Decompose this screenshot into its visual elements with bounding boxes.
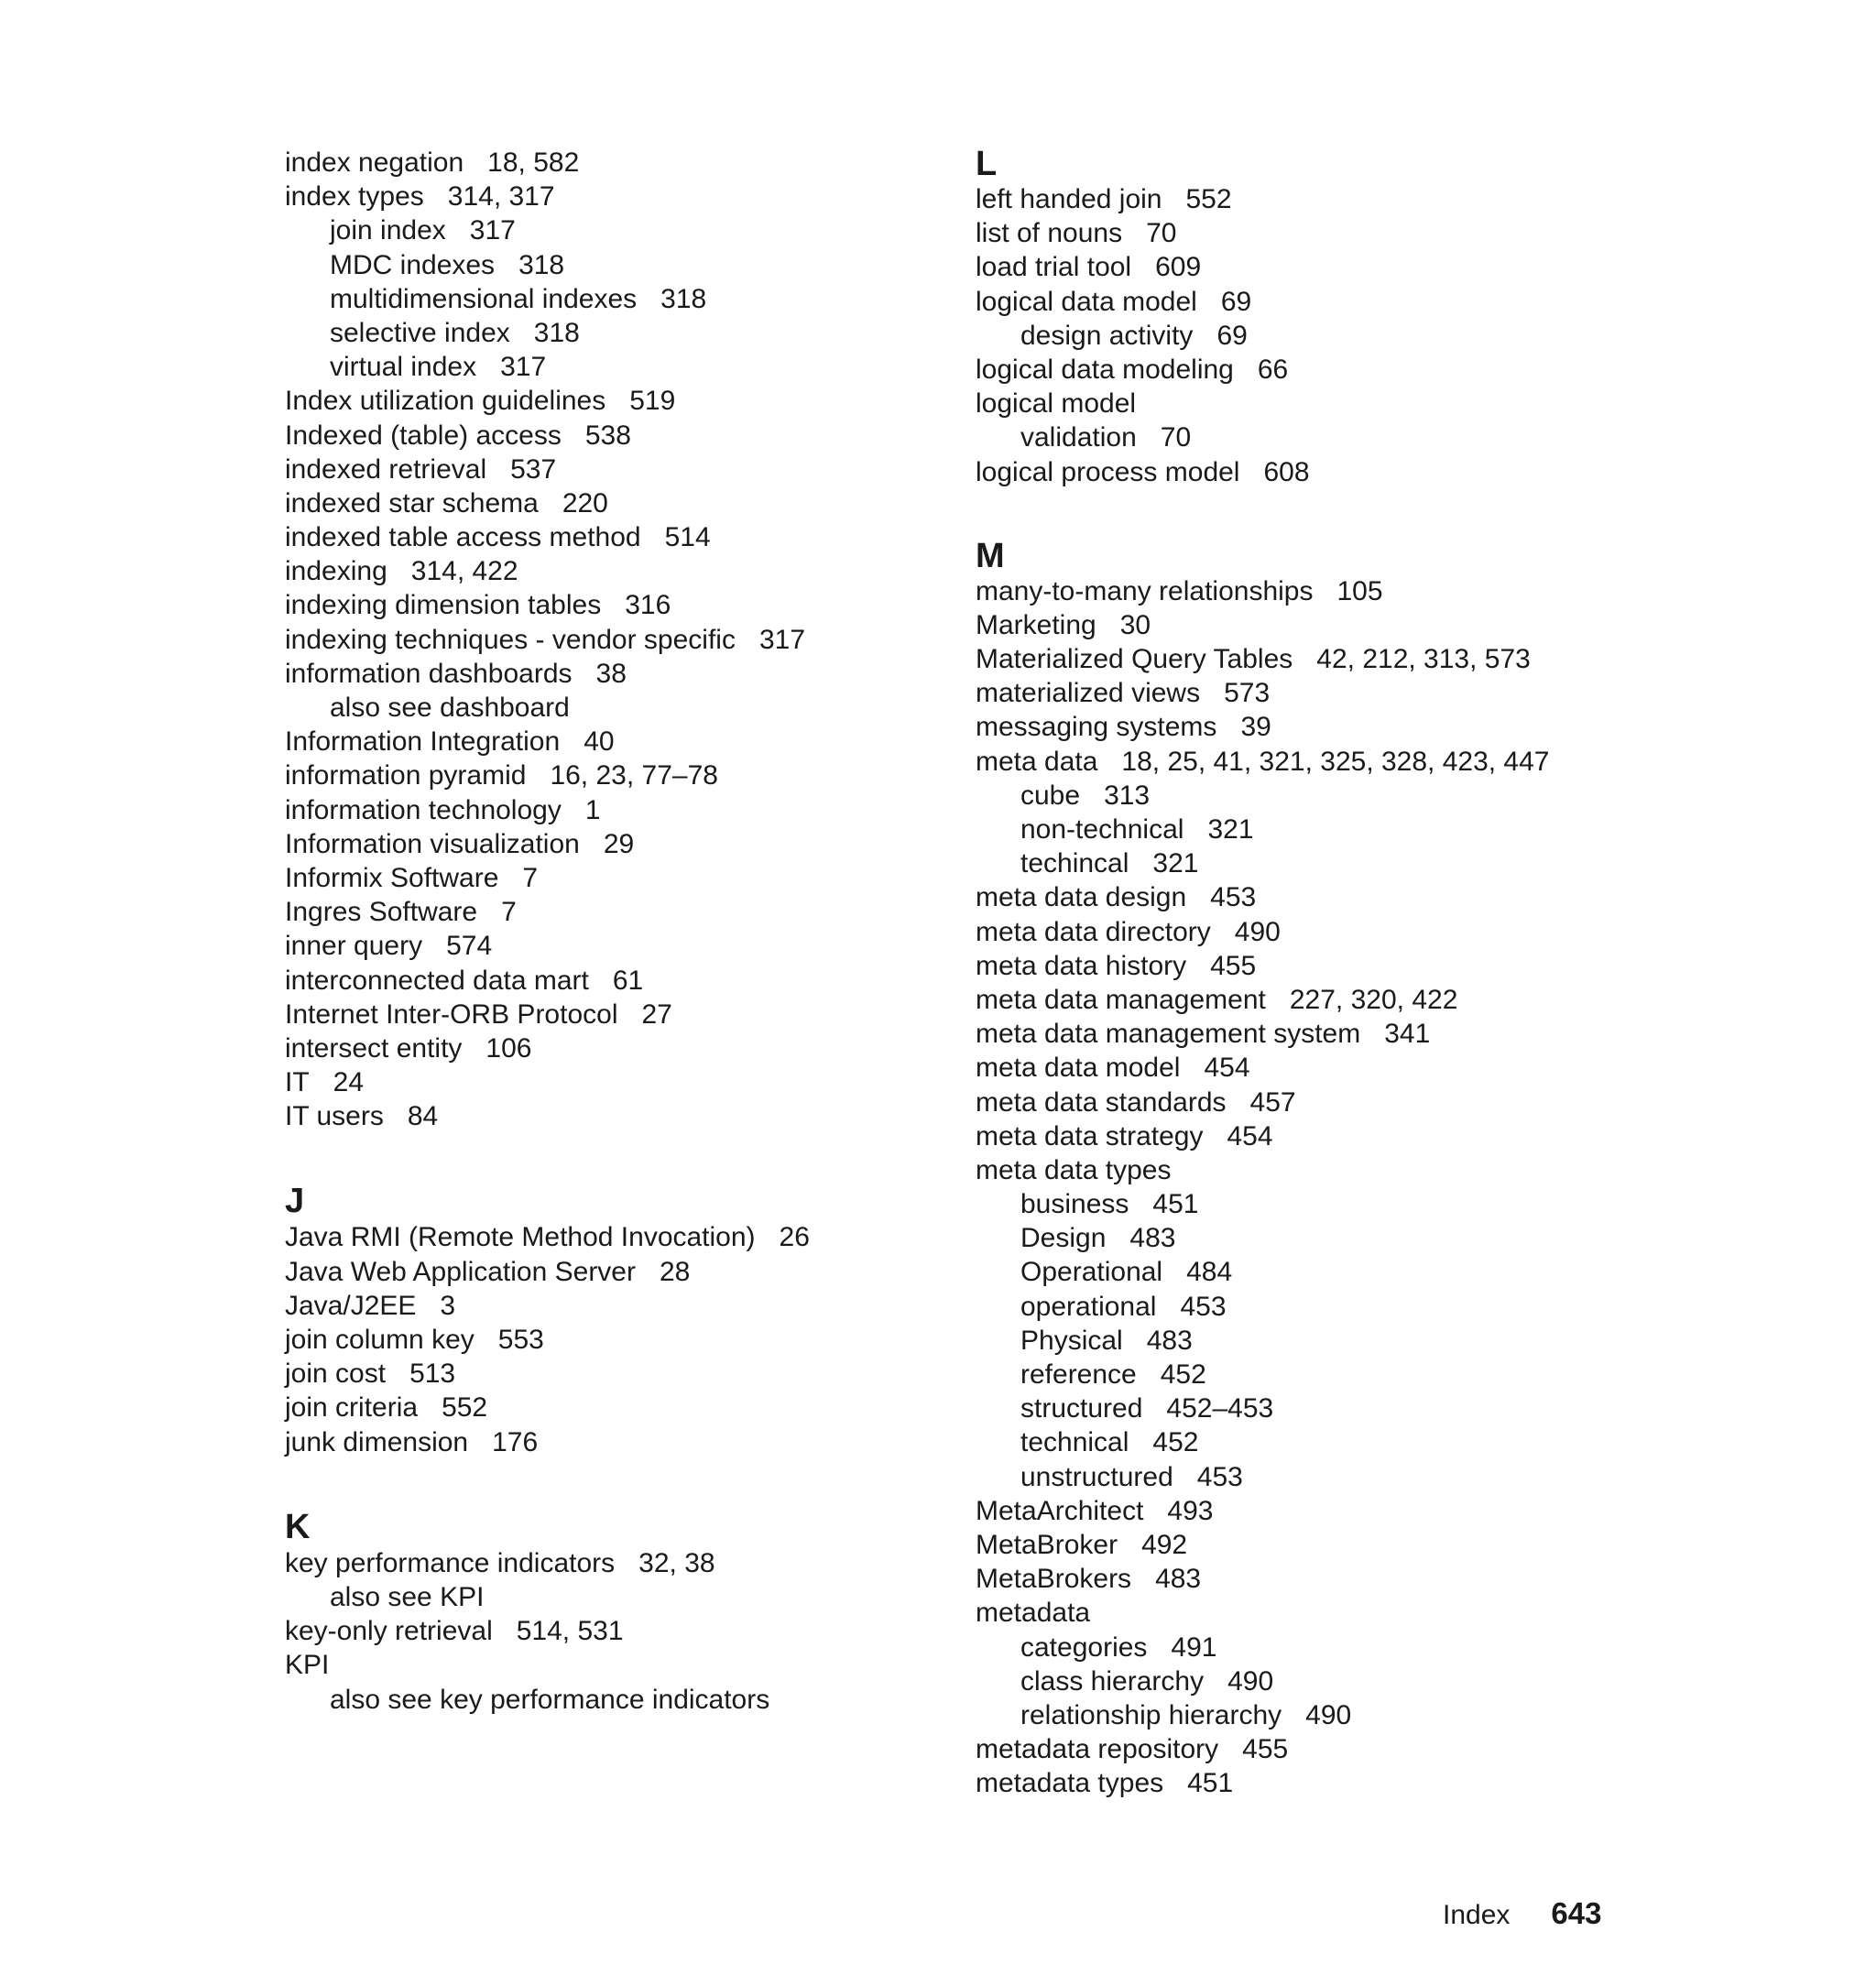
- index-term: meta data standards: [976, 1086, 1227, 1118]
- index-entry: [285, 1546, 926, 1580]
- index-page-refs: 70: [1160, 422, 1192, 453]
- index-entry: [285, 623, 926, 657]
- index-term: class hierarchy: [1020, 1665, 1205, 1697]
- index-term: Materialized Query Tables: [976, 644, 1293, 675]
- index-entry: [976, 216, 1672, 250]
- index-term: virtual index: [330, 352, 477, 383]
- index-page-refs: 552: [442, 1392, 488, 1424]
- index-term: logical data model: [976, 286, 1197, 317]
- index-entry: [285, 725, 926, 758]
- index-entry: [285, 1099, 926, 1133]
- index-page-refs: 492: [1141, 1529, 1188, 1560]
- index-page-refs: 451: [1187, 1768, 1234, 1799]
- index-page-refs: 18, 582: [487, 147, 580, 178]
- index-entry: [976, 1766, 1672, 1800]
- index-term: selective index: [330, 317, 510, 348]
- index-subentry: [976, 846, 1672, 880]
- index-term: inner query: [285, 931, 423, 962]
- index-term: Marketing: [976, 609, 1096, 640]
- index-page-refs: 318: [660, 283, 707, 314]
- index-page-refs: 39: [1240, 712, 1271, 743]
- index-entry: [285, 520, 926, 554]
- index-entry: [285, 929, 926, 963]
- index-term: index negation: [285, 147, 464, 178]
- index-entry: [285, 827, 926, 861]
- index-page-refs: 321: [1152, 848, 1199, 879]
- index-entry: [285, 1425, 926, 1459]
- page-footer: [1443, 1896, 1601, 1931]
- index-term: technical: [1020, 1427, 1129, 1458]
- index-column-left: [285, 146, 926, 1717]
- index-entry: [976, 387, 1672, 420]
- index-term: information pyramid: [285, 760, 527, 791]
- index-page-refs: 69: [1220, 286, 1252, 317]
- index-entry: [285, 1391, 926, 1424]
- index-term: IT: [285, 1067, 310, 1098]
- index-page-refs: 105: [1336, 575, 1383, 606]
- index-term: MDC indexes: [330, 249, 496, 280]
- index-term: left handed join: [976, 184, 1162, 214]
- index-term: Operational: [1020, 1257, 1163, 1288]
- index-entry: [285, 1031, 926, 1065]
- index-subentry: [976, 1664, 1672, 1698]
- index-term: meta data strategy: [976, 1120, 1204, 1151]
- index-letter-heading: K: [285, 1507, 311, 1546]
- index-entry: [976, 353, 1672, 387]
- page-number: 643: [1551, 1896, 1602, 1930]
- index-subentry: [285, 282, 926, 316]
- index-entry: [285, 180, 926, 213]
- index-term: join cost: [285, 1359, 387, 1390]
- index-entry: [285, 146, 926, 180]
- index-page-refs: 452–453: [1166, 1393, 1274, 1424]
- index-subentry: [285, 1580, 926, 1614]
- index-entry: [285, 1323, 926, 1357]
- index-term: intersect entity: [285, 1032, 463, 1064]
- index-page-refs: 490: [1227, 1665, 1274, 1697]
- index-subentry: [976, 1290, 1672, 1324]
- index-page-refs: 314, 317: [447, 181, 555, 213]
- index-page-refs: 7: [501, 897, 517, 928]
- index-entry: [285, 419, 926, 453]
- index-page-refs: 84: [407, 1101, 439, 1132]
- index-page-refs: 176: [492, 1426, 539, 1457]
- index-page-refs: 61: [612, 965, 644, 996]
- index-term: unstructured: [1020, 1461, 1173, 1492]
- index-entry: [976, 1086, 1672, 1119]
- index-subentry: [976, 1255, 1672, 1289]
- index-page-refs: 493: [1167, 1495, 1214, 1526]
- index-term: also see dashboard: [330, 693, 570, 723]
- index-page-refs: 317: [469, 215, 516, 246]
- index-term: Information Integration: [285, 726, 561, 758]
- index-term: metadata repository: [976, 1734, 1219, 1765]
- index-page-refs: 26: [779, 1222, 810, 1253]
- index-subentry: [285, 248, 926, 282]
- index-entry: [976, 880, 1672, 914]
- index-term: techincal: [1020, 848, 1129, 879]
- index-term: IT users: [285, 1101, 384, 1132]
- index-entry: [976, 1596, 1672, 1630]
- index-term: join index: [330, 215, 446, 246]
- index-term: meta data types: [976, 1154, 1172, 1185]
- index-entry: [285, 1614, 926, 1648]
- index-page-refs: 552: [1185, 184, 1232, 214]
- index-subentry: [976, 1358, 1672, 1391]
- index-page-refs: 609: [1155, 252, 1202, 283]
- index-term: meta data model: [976, 1053, 1181, 1084]
- index-entry: [976, 1119, 1672, 1153]
- index-subentry: [976, 1221, 1672, 1255]
- index-entry: [976, 745, 1672, 779]
- index-subentry: [285, 213, 926, 247]
- index-page-refs: 321: [1207, 814, 1254, 845]
- index-entry: [285, 793, 926, 827]
- index-page-refs: 318: [533, 317, 580, 348]
- index-page-refs: 1: [584, 794, 601, 825]
- index-term: also see key performance indicators: [330, 1684, 770, 1715]
- index-page-refs: 454: [1204, 1053, 1250, 1084]
- index-subentry: [976, 1631, 1672, 1664]
- index-letter-heading: J: [285, 1182, 305, 1221]
- index-page-refs: 455: [1210, 950, 1257, 981]
- index-subentry: [976, 1391, 1672, 1425]
- index-page-refs: 514, 531: [516, 1616, 624, 1647]
- index-page-refs: 220: [562, 487, 608, 518]
- index-page-refs: 316: [625, 590, 671, 621]
- index-term: information technology: [285, 794, 562, 825]
- index-entry: [976, 642, 1672, 676]
- index-entry: [285, 1648, 926, 1682]
- index-page-refs: 513: [409, 1359, 456, 1390]
- index-subentry: [976, 1425, 1672, 1459]
- index-term: design activity: [1020, 320, 1194, 351]
- index-page-refs: 490: [1305, 1699, 1352, 1730]
- index-page-refs: 538: [584, 420, 631, 451]
- index-term: messaging systems: [976, 712, 1217, 743]
- index-term: indexing dimension tables: [285, 590, 602, 621]
- index-page-refs: 454: [1227, 1120, 1273, 1151]
- index-term: meta data history: [976, 950, 1187, 981]
- index-page-refs: 317: [500, 352, 547, 383]
- index-column-right: [976, 146, 1672, 1800]
- index-page-refs: 38: [595, 658, 627, 689]
- index-term: information dashboards: [285, 658, 573, 689]
- index-page-refs: 30: [1119, 609, 1151, 640]
- index-term: MetaBroker: [976, 1529, 1118, 1560]
- index-entry: [285, 964, 926, 998]
- index-term: Java Web Application Server: [285, 1256, 636, 1287]
- index-page-refs: 452: [1152, 1427, 1199, 1458]
- index-term: logical data modeling: [976, 354, 1234, 385]
- index-term: Information visualization: [285, 828, 580, 859]
- index-term: operational: [1020, 1291, 1157, 1322]
- index-entry: [285, 1255, 926, 1289]
- index-page-refs: 40: [584, 726, 615, 758]
- index-subentry: [976, 813, 1672, 846]
- index-term: Java/J2EE: [285, 1290, 417, 1321]
- index-term: Informix Software: [285, 862, 499, 893]
- index-page-refs: 314, 422: [410, 556, 518, 587]
- index-page-refs: 457: [1249, 1086, 1296, 1118]
- index-entry: [976, 574, 1672, 608]
- index-term: meta data management system: [976, 1019, 1361, 1050]
- index-term: join criteria: [285, 1392, 419, 1424]
- index-page-refs: 32, 38: [638, 1547, 715, 1578]
- index-term: key-only retrieval: [285, 1616, 493, 1647]
- index-page-refs: 27: [641, 998, 672, 1030]
- index-entry: [976, 1051, 1672, 1085]
- index-term: list of nouns: [976, 218, 1123, 249]
- index-page-refs: 7: [522, 862, 539, 893]
- index-term: Index utilization guidelines: [285, 386, 606, 417]
- index-page-refs: 66: [1257, 354, 1289, 385]
- index-term: many-to-many relationships: [976, 575, 1314, 606]
- index-term: junk dimension: [285, 1426, 469, 1457]
- index-page-refs: 574: [446, 931, 493, 962]
- index-entry: [285, 588, 926, 622]
- index-page-refs: 483: [1146, 1325, 1193, 1356]
- index-entry: [285, 384, 926, 418]
- index-page-refs: 452: [1160, 1359, 1206, 1390]
- index-entry: [285, 895, 926, 929]
- index-term: key performance indicators: [285, 1547, 616, 1578]
- index-term: Physical: [1020, 1325, 1123, 1356]
- index-page-refs: 29: [603, 828, 635, 859]
- index-entry: [285, 554, 926, 588]
- index-term: indexing: [285, 556, 387, 587]
- index-term: meta data design: [976, 882, 1187, 913]
- index-letter-heading: L: [976, 145, 998, 183]
- index-term: join column key: [285, 1325, 474, 1355]
- index-term: indexed table access method: [285, 522, 641, 553]
- index-term: business: [1020, 1189, 1129, 1220]
- index-entry: [285, 453, 926, 486]
- index-term: meta data directory: [976, 916, 1211, 947]
- index-entry: [285, 1220, 926, 1254]
- index-term: materialized views: [976, 678, 1201, 709]
- index-page-refs: 24: [333, 1067, 365, 1098]
- index-entry: [976, 1528, 1672, 1562]
- index-page-refs: 18, 25, 41, 321, 325, 328, 423, 447: [1121, 746, 1550, 777]
- index-page-refs: 227, 320, 422: [1289, 984, 1458, 1015]
- index-term: metadata: [976, 1598, 1091, 1629]
- index-entry: [976, 1017, 1672, 1051]
- index-term: Indexed (table) access: [285, 420, 562, 451]
- index-page-refs: 3: [440, 1290, 456, 1321]
- index-subentry: [976, 1324, 1672, 1358]
- index-entry: [976, 455, 1672, 489]
- index-page-refs: 42, 212, 313, 573: [1316, 644, 1531, 675]
- index-term: index types: [285, 181, 424, 213]
- index-term: categories: [1020, 1631, 1148, 1663]
- index-term: load trial tool: [976, 252, 1132, 283]
- index-page-refs: 317: [758, 624, 806, 655]
- index-page-refs: 70: [1146, 218, 1177, 249]
- index-page-refs: 483: [1129, 1223, 1176, 1254]
- index-page-refs: 491: [1171, 1631, 1217, 1663]
- index-subentry: [976, 1460, 1672, 1494]
- index-page-refs: 341: [1384, 1019, 1431, 1050]
- index-entry: [976, 676, 1672, 710]
- index-term: Internet Inter-ORB Protocol: [285, 998, 618, 1030]
- index-entry: [285, 861, 926, 895]
- index-entry: [976, 1494, 1672, 1528]
- index-subentry: [976, 420, 1672, 454]
- index-term: meta data management: [976, 984, 1266, 1015]
- index-entry: [285, 657, 926, 691]
- index-entry: [285, 1065, 926, 1099]
- index-term: MetaArchitect: [976, 1495, 1144, 1526]
- index-subentry: [976, 779, 1672, 813]
- index-subentry: [285, 350, 926, 384]
- index-entry: [976, 983, 1672, 1017]
- index-term: logical process model: [976, 456, 1240, 487]
- index-page-refs: 318: [518, 249, 565, 280]
- index-subentry: [976, 1187, 1672, 1221]
- index-page-refs: 69: [1216, 320, 1248, 351]
- index-page-refs: 553: [497, 1325, 544, 1355]
- index-subentry: [285, 316, 926, 350]
- index-entry: [285, 1289, 926, 1323]
- index-term: also see KPI: [330, 1581, 485, 1612]
- index-subentry: [976, 319, 1672, 353]
- index-entry: [976, 182, 1672, 216]
- index-term: indexed star schema: [285, 487, 539, 518]
- index-term: relationship hierarchy: [1020, 1699, 1282, 1730]
- index-entry: [976, 1153, 1672, 1187]
- index-entry: [285, 758, 926, 792]
- index-term: cube: [1020, 780, 1081, 811]
- index-page-refs: 537: [510, 453, 557, 485]
- index-entry: [976, 608, 1672, 642]
- index-term: KPI: [285, 1650, 330, 1681]
- index-entry: [976, 285, 1672, 319]
- index-page-refs: 453: [1196, 1461, 1243, 1492]
- index-letter-heading: M: [976, 536, 1005, 575]
- index-entry: [976, 915, 1672, 949]
- index-page-refs: 313: [1104, 780, 1151, 811]
- index-page-refs: 453: [1180, 1291, 1227, 1322]
- index-subentry: [285, 691, 926, 725]
- index-term: Design: [1020, 1223, 1107, 1254]
- index-entry: [285, 486, 926, 520]
- index-page-refs: 519: [629, 386, 676, 417]
- index-term: logical model: [976, 388, 1137, 420]
- index-term: meta data: [976, 746, 1098, 777]
- index-term: reference: [1020, 1359, 1137, 1390]
- index-term: interconnected data mart: [285, 965, 589, 996]
- index-page-refs: 573: [1224, 678, 1271, 709]
- index-entry: [976, 1732, 1672, 1766]
- index-page-refs: 483: [1155, 1564, 1202, 1595]
- index-page-refs: 106: [485, 1032, 532, 1064]
- index-page-refs: 484: [1186, 1257, 1233, 1288]
- index-entry: [976, 710, 1672, 744]
- index-subentry: [285, 1683, 926, 1717]
- index-entry: [976, 250, 1672, 284]
- index-page-refs: 28: [659, 1256, 691, 1287]
- index-page-refs: 455: [1242, 1734, 1289, 1765]
- index-term: metadata types: [976, 1768, 1164, 1799]
- index-page-refs: 490: [1234, 916, 1281, 947]
- index-page-refs: 608: [1263, 456, 1310, 487]
- index-entry: [976, 949, 1672, 983]
- index-term: multidimensional indexes: [330, 283, 638, 314]
- index-term: MetaBrokers: [976, 1564, 1132, 1595]
- index-page-refs: 453: [1210, 882, 1257, 913]
- index-term: indexing techniques - vendor specific: [285, 624, 736, 655]
- footer-section-label: Index: [1443, 1900, 1511, 1930]
- index-term: validation: [1020, 422, 1137, 453]
- index-page-refs: 451: [1152, 1189, 1199, 1220]
- index-page-refs: 16, 23, 77–78: [550, 760, 718, 791]
- index-term: structured: [1020, 1393, 1143, 1424]
- index-entry: [285, 998, 926, 1031]
- index-term: Ingres Software: [285, 897, 478, 928]
- index-term: indexed retrieval: [285, 453, 487, 485]
- index-term: Java RMI (Remote Method Invocation): [285, 1222, 756, 1253]
- index-term: non-technical: [1020, 814, 1184, 845]
- index-page-refs: 514: [664, 522, 711, 553]
- index-entry: [285, 1357, 926, 1391]
- index-entry: [976, 1562, 1672, 1596]
- index-subentry: [976, 1698, 1672, 1732]
